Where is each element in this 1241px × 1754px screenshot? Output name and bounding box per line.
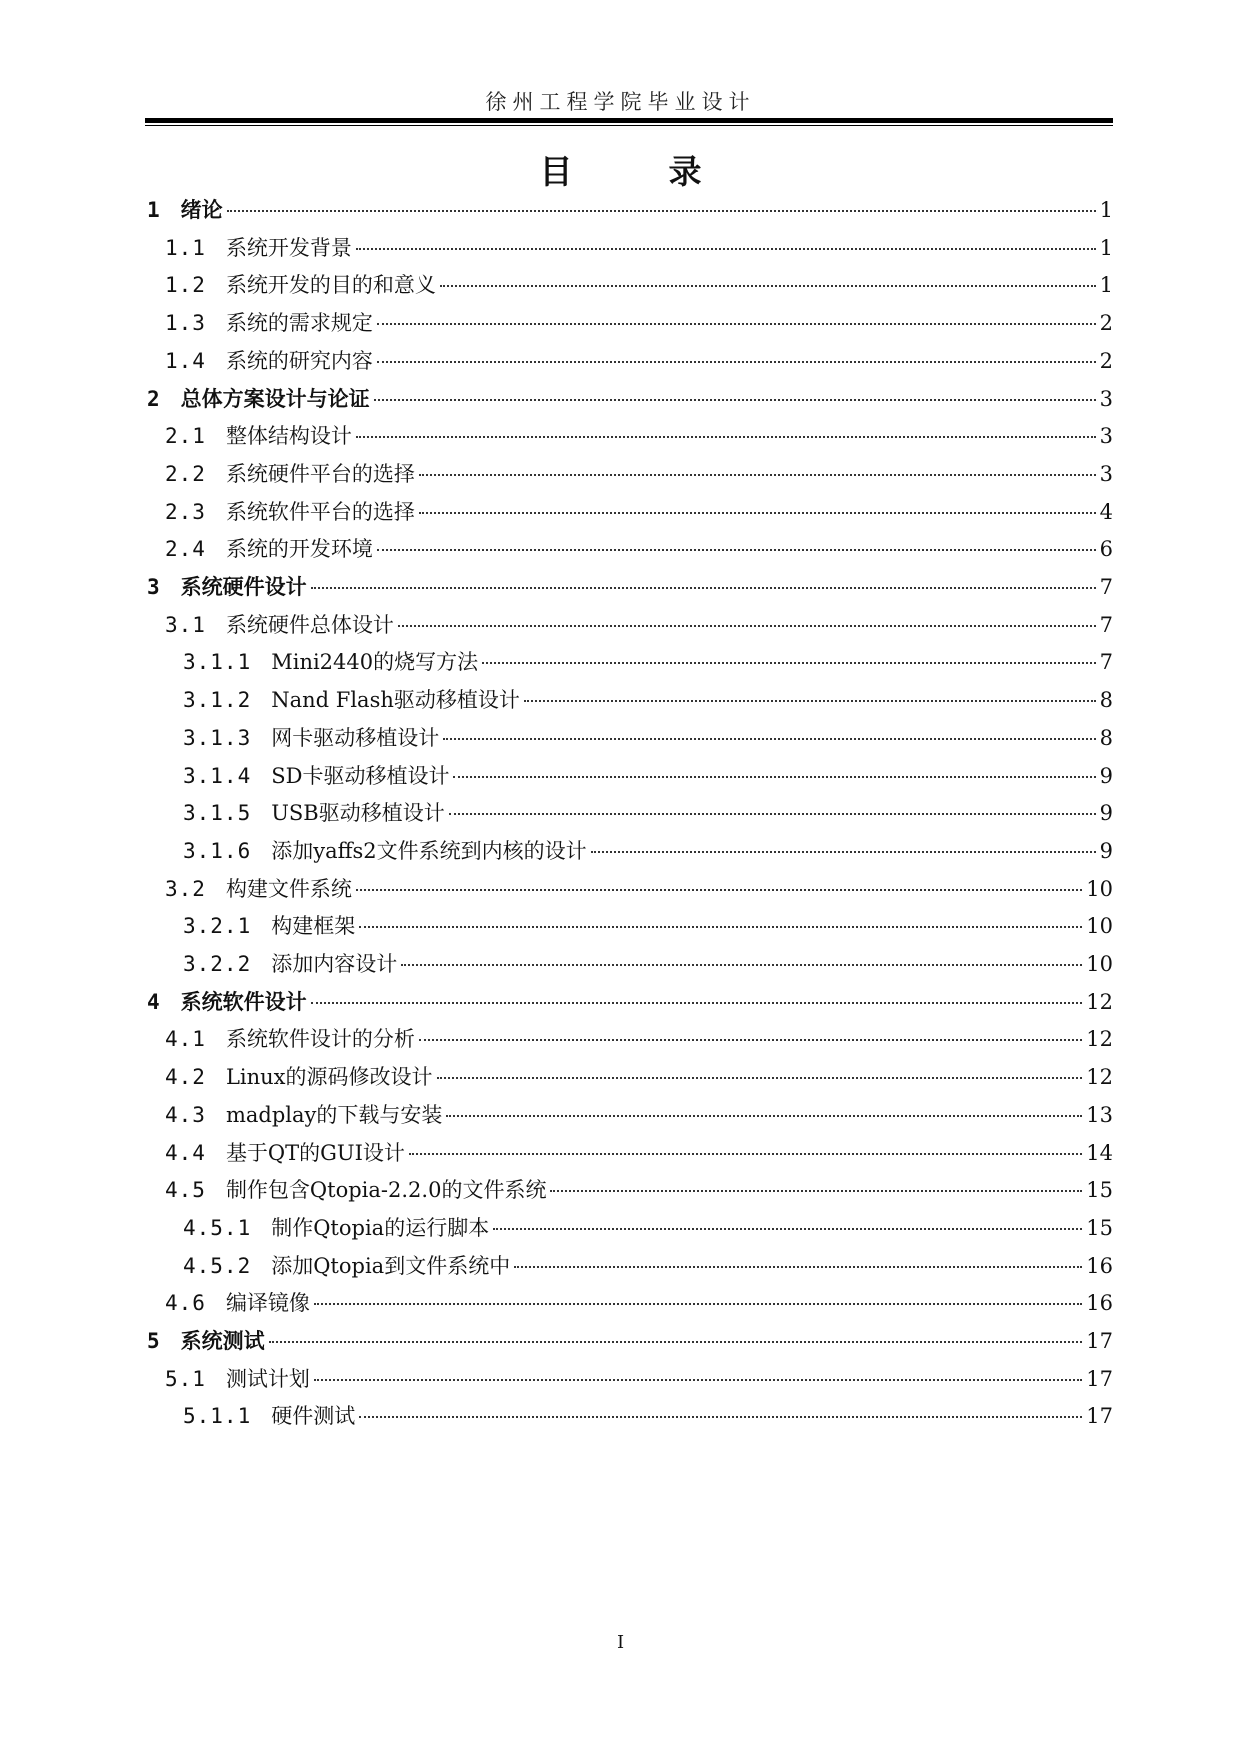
toc-entry-text: 系统硬件总体设计 bbox=[225, 612, 394, 637]
toc-entry-number: 3.1.3 bbox=[183, 725, 252, 750]
toc-entry-page: 17 bbox=[1086, 1329, 1113, 1353]
toc-leader-dots bbox=[446, 1114, 1082, 1117]
toc-leader-dots bbox=[311, 586, 1096, 589]
toc-entry[interactable] bbox=[183, 1400, 1113, 1430]
toc-entry-number: 1.2 bbox=[165, 273, 206, 298]
toc-entry-label bbox=[165, 1099, 442, 1129]
toc-leader-dots bbox=[440, 284, 1096, 287]
toc-entry-number: 4.3 bbox=[165, 1102, 206, 1127]
toc-entry[interactable] bbox=[165, 1023, 1113, 1053]
toc-entry-page: 12 bbox=[1086, 1065, 1113, 1090]
toc-entry-number: 2 bbox=[147, 386, 161, 411]
toc-entry-text: madplay的下载与安装 bbox=[225, 1102, 443, 1127]
toc-leader-dots bbox=[398, 624, 1096, 627]
toc-entry-number: 3.2 bbox=[165, 876, 206, 901]
toc-entry-number: 1 bbox=[147, 198, 161, 222]
toc-entry-number: 4.6 bbox=[165, 1291, 206, 1316]
toc-entry-number: 5.1.1 bbox=[183, 1404, 252, 1429]
toc-leader-dots bbox=[314, 1378, 1082, 1381]
page-title bbox=[0, 146, 1241, 193]
toc-entry[interactable] bbox=[165, 307, 1113, 337]
toc-entry-number: 1.4 bbox=[165, 348, 206, 373]
toc-entry-text: Mini2440的烧写方法 bbox=[271, 650, 479, 675]
toc-entry-page: 15 bbox=[1086, 1215, 1113, 1240]
toc-entry[interactable] bbox=[183, 684, 1113, 714]
toc-entry-text: 系统的开发环境 bbox=[225, 537, 373, 562]
toc-entry[interactable] bbox=[165, 269, 1113, 299]
toc-entry-page: 3 bbox=[1099, 386, 1113, 411]
toc-leader-dots bbox=[269, 1340, 1083, 1343]
toc-entry[interactable] bbox=[165, 533, 1113, 563]
toc-leader-dots bbox=[524, 699, 1096, 702]
toc-entry[interactable] bbox=[165, 1099, 1113, 1129]
toc-entry-text: 构建框架 bbox=[271, 914, 356, 939]
toc-entry[interactable] bbox=[183, 948, 1113, 978]
toc-entry[interactable] bbox=[183, 835, 1113, 865]
header-rule-thick bbox=[145, 118, 1113, 123]
page-number: I bbox=[616, 1632, 625, 1653]
toc-entry-number: 4.1 bbox=[165, 1027, 206, 1052]
toc-entry[interactable] bbox=[165, 1363, 1113, 1393]
toc-entry-page: 14 bbox=[1086, 1140, 1113, 1165]
toc-leader-dots bbox=[482, 661, 1096, 664]
toc-entry-number: 1.1 bbox=[165, 235, 206, 260]
toc-entry-text: 硬件测试 bbox=[271, 1404, 356, 1429]
toc-entry-page: 3 bbox=[1099, 461, 1113, 486]
toc-entry-page: 9 bbox=[1099, 838, 1113, 863]
toc-entry-number: 5 bbox=[147, 1329, 161, 1353]
toc-leader-dots bbox=[356, 435, 1096, 438]
toc-leader-dots bbox=[443, 737, 1095, 740]
toc-entry-number: 3.2.2 bbox=[183, 952, 252, 976]
title-char-right: 录 bbox=[668, 152, 702, 191]
toc-entry[interactable] bbox=[165, 458, 1113, 488]
toc-leader-dots bbox=[514, 1265, 1082, 1268]
toc-entry-label bbox=[165, 1174, 546, 1204]
toc-entry-label bbox=[183, 910, 355, 940]
toc-entry-text: 系统开发背景 bbox=[225, 235, 352, 260]
toc-entry-page: 9 bbox=[1099, 801, 1113, 826]
toc-leader-dots bbox=[591, 850, 1096, 853]
toc-entry-text: Nand Flash驱动移植设计 bbox=[271, 688, 520, 713]
toc-entry-text: 编译镜像 bbox=[225, 1291, 310, 1316]
toc-entry-label bbox=[183, 1212, 489, 1242]
toc-leader-dots bbox=[493, 1227, 1082, 1230]
toc-entry[interactable] bbox=[165, 496, 1113, 526]
toc-entry-text: 系统软件设计 bbox=[180, 989, 307, 1014]
toc-entry-page: 16 bbox=[1086, 1253, 1113, 1278]
toc-entry-page: 12 bbox=[1086, 989, 1113, 1014]
toc-entry-text: 网卡驱动移植设计 bbox=[271, 725, 440, 750]
toc-entry[interactable] bbox=[183, 646, 1113, 676]
toc-entry-text: 测试计划 bbox=[225, 1366, 310, 1391]
toc-leader-dots bbox=[227, 209, 1096, 212]
toc-entry-text: 系统硬件设计 bbox=[180, 575, 307, 599]
toc-entry[interactable] bbox=[165, 609, 1113, 639]
toc-entry-number: 3.2.1 bbox=[183, 914, 252, 939]
toc-entry[interactable] bbox=[183, 1250, 1113, 1280]
toc-leader-dots bbox=[359, 1415, 1082, 1418]
toc-entry-label bbox=[165, 1061, 433, 1091]
toc-entry-label bbox=[183, 646, 478, 676]
toc-entry-text: USB驱动移植设计 bbox=[271, 801, 445, 826]
toc-entry-text: 添加Qtopia到文件系统中 bbox=[271, 1253, 511, 1278]
toc-entry-number: 4.5 bbox=[165, 1178, 206, 1203]
toc-entry-text: 总体方案设计与论证 bbox=[180, 386, 370, 411]
toc-leader-dots bbox=[419, 473, 1096, 476]
toc-leader-dots bbox=[453, 775, 1095, 778]
toc-entry-number: 2.1 bbox=[165, 424, 206, 449]
toc-entry-page: 16 bbox=[1086, 1291, 1113, 1316]
toc-entry-text: 系统开发的目的和意义 bbox=[225, 273, 436, 298]
toc-entry-label bbox=[147, 383, 370, 413]
toc-entry-text: Linux的源码修改设计 bbox=[225, 1065, 433, 1090]
toc-entry-page: 6 bbox=[1099, 537, 1113, 562]
toc-entry[interactable] bbox=[165, 1174, 1113, 1204]
toc-leader-dots bbox=[401, 963, 1082, 966]
toc-entry-label bbox=[147, 1325, 265, 1355]
toc-leader-dots bbox=[359, 925, 1082, 928]
toc-entry-label bbox=[165, 345, 373, 375]
toc-entry-text: 整体结构设计 bbox=[225, 424, 352, 449]
toc-leader-dots bbox=[449, 812, 1096, 815]
toc-entry-number: 4.4 bbox=[165, 1140, 206, 1165]
toc-entry-page: 2 bbox=[1099, 348, 1113, 373]
toc-leader-dots bbox=[311, 1001, 1083, 1004]
toc-entry-text: 制作Qtopia的运行脚本 bbox=[271, 1215, 490, 1240]
toc-entry-text: 添加yaffs2文件系统到内核的设计 bbox=[271, 838, 587, 863]
toc-entry-text: 系统硬件平台的选择 bbox=[225, 461, 415, 486]
toc-entry-page: 9 bbox=[1099, 763, 1113, 788]
toc-leader-dots bbox=[314, 1302, 1082, 1305]
toc-entry-text: SD卡驱动移植设计 bbox=[271, 763, 450, 788]
toc-entry[interactable] bbox=[183, 797, 1113, 827]
title-char-left: 目 bbox=[539, 152, 573, 191]
toc-entry-page: 4 bbox=[1099, 499, 1113, 524]
toc-entry-label bbox=[165, 307, 373, 337]
toc-entry-page: 10 bbox=[1086, 914, 1113, 939]
toc-entry-number: 3.1.5 bbox=[183, 801, 252, 826]
toc-entry[interactable] bbox=[147, 194, 1113, 224]
toc-entry-label bbox=[183, 760, 449, 790]
toc-entry[interactable] bbox=[183, 910, 1113, 940]
toc-leader-dots bbox=[377, 322, 1096, 325]
toc-entry[interactable] bbox=[183, 722, 1113, 752]
toc-entry-number: 4 bbox=[147, 989, 161, 1014]
toc-leader-dots bbox=[374, 398, 1096, 401]
toc-entry-number: 5.1 bbox=[165, 1366, 206, 1391]
toc-entry-text: 制作包含Qtopia-2.2.0的文件系统 bbox=[225, 1178, 547, 1203]
running-header: 徐州工程学院毕业设计 bbox=[485, 90, 756, 114]
toc-leader-dots bbox=[437, 1076, 1083, 1079]
toc-entry-page: 7 bbox=[1099, 612, 1113, 637]
toc-entry-page: 7 bbox=[1099, 650, 1113, 675]
toc-entry[interactable] bbox=[147, 1325, 1113, 1355]
toc-entry[interactable] bbox=[183, 1212, 1113, 1242]
toc-entry[interactable] bbox=[147, 986, 1113, 1016]
toc-entry-number: 3.1.4 bbox=[183, 763, 252, 788]
toc-entry-label bbox=[165, 458, 415, 488]
header-rule-thin bbox=[145, 125, 1113, 126]
toc-entry-number: 2.3 bbox=[165, 499, 206, 524]
toc-entry-text: 系统的需求规定 bbox=[225, 311, 373, 336]
toc-entry-page: 10 bbox=[1086, 952, 1113, 976]
toc-entry-number: 4.2 bbox=[165, 1065, 206, 1090]
toc-entry-label bbox=[165, 533, 373, 563]
toc-entry[interactable] bbox=[165, 420, 1113, 450]
toc-entry-label bbox=[165, 609, 394, 639]
toc-entry-label bbox=[165, 269, 436, 299]
toc-leader-dots bbox=[377, 548, 1096, 551]
toc-entry-text: 添加内容设计 bbox=[271, 952, 398, 976]
toc-entry-number: 3.1 bbox=[165, 612, 206, 637]
toc-entry-number: 4.5.1 bbox=[183, 1215, 252, 1240]
toc-entry-number: 3.1.2 bbox=[183, 688, 252, 713]
toc-entry-page: 3 bbox=[1099, 424, 1113, 449]
toc-entry-page: 2 bbox=[1099, 311, 1113, 336]
toc-entry-label bbox=[147, 986, 307, 1016]
toc-entry[interactable] bbox=[183, 760, 1113, 790]
toc-entry-number: 3 bbox=[147, 575, 161, 599]
toc-entry-text: 绪论 bbox=[180, 198, 223, 222]
toc-entry-number: 2.4 bbox=[165, 537, 206, 562]
toc-entry-text: 系统的研究内容 bbox=[225, 348, 373, 373]
toc-entry-page: 8 bbox=[1099, 688, 1113, 713]
toc-entry-label bbox=[183, 1400, 355, 1430]
toc-entry[interactable] bbox=[165, 1137, 1113, 1167]
toc-entry-page: 17 bbox=[1086, 1366, 1113, 1391]
toc-entry-label bbox=[165, 1363, 310, 1393]
toc-entry[interactable] bbox=[147, 383, 1113, 413]
toc-entry-text: 构建文件系统 bbox=[225, 876, 352, 901]
toc-entry-page: 8 bbox=[1099, 725, 1113, 750]
toc-leader-dots bbox=[419, 1038, 1082, 1041]
toc-entry-text: 系统软件设计的分析 bbox=[225, 1027, 415, 1052]
toc-entry-text: 基于QT的GUI设计 bbox=[225, 1140, 405, 1165]
toc-entry-page: 1 bbox=[1099, 198, 1113, 222]
toc-entry-label bbox=[183, 797, 445, 827]
toc-entry[interactable] bbox=[147, 571, 1113, 601]
toc-leader-dots bbox=[356, 888, 1082, 891]
toc-entry[interactable] bbox=[165, 873, 1113, 903]
toc-entry-page: 13 bbox=[1086, 1102, 1113, 1127]
toc-leader-dots bbox=[419, 511, 1096, 514]
toc-entry-number: 3.1.6 bbox=[183, 838, 252, 863]
toc-leader-dots bbox=[409, 1152, 1082, 1155]
toc-entry-label bbox=[165, 873, 352, 903]
toc-entry-page: 10 bbox=[1086, 876, 1113, 901]
toc-entry-label bbox=[165, 1137, 405, 1167]
toc-leader-dots bbox=[377, 360, 1096, 363]
toc-entry-page: 15 bbox=[1086, 1178, 1113, 1203]
toc-entry[interactable] bbox=[165, 345, 1113, 375]
toc-entry[interactable] bbox=[165, 232, 1113, 262]
toc-entry-text: 系统软件平台的选择 bbox=[225, 499, 415, 524]
toc-entry-label bbox=[165, 1023, 415, 1053]
toc-entry-page: 12 bbox=[1086, 1027, 1113, 1052]
toc-entry-label bbox=[147, 571, 307, 601]
toc-entry-page: 7 bbox=[1099, 575, 1113, 599]
toc-entry-label bbox=[165, 496, 415, 526]
toc-entry-label bbox=[147, 194, 223, 224]
toc-entry-label bbox=[165, 420, 352, 450]
toc-entry-label bbox=[183, 1250, 510, 1280]
toc-entry-number: 3.1.1 bbox=[183, 650, 252, 675]
toc-entry[interactable] bbox=[165, 1287, 1113, 1317]
toc-leader-dots bbox=[356, 247, 1096, 250]
toc-entry-label bbox=[165, 1287, 310, 1317]
toc-entry-page: 1 bbox=[1099, 235, 1113, 260]
toc-entry-label bbox=[183, 684, 520, 714]
toc-entry-page: 1 bbox=[1099, 273, 1113, 298]
toc-entry-page: 17 bbox=[1086, 1404, 1113, 1429]
toc-entry-label bbox=[165, 232, 352, 262]
toc-entry-text: 系统测试 bbox=[180, 1329, 265, 1353]
toc-entry-number: 4.5.2 bbox=[183, 1253, 252, 1278]
toc-entry-label bbox=[183, 948, 397, 978]
toc-entry-number: 2.2 bbox=[165, 461, 206, 486]
toc-entry-label bbox=[183, 722, 439, 752]
toc-entry-label bbox=[183, 835, 587, 865]
toc-entry-number: 1.3 bbox=[165, 311, 206, 336]
toc-leader-dots bbox=[550, 1189, 1082, 1192]
toc-entry[interactable] bbox=[165, 1061, 1113, 1091]
